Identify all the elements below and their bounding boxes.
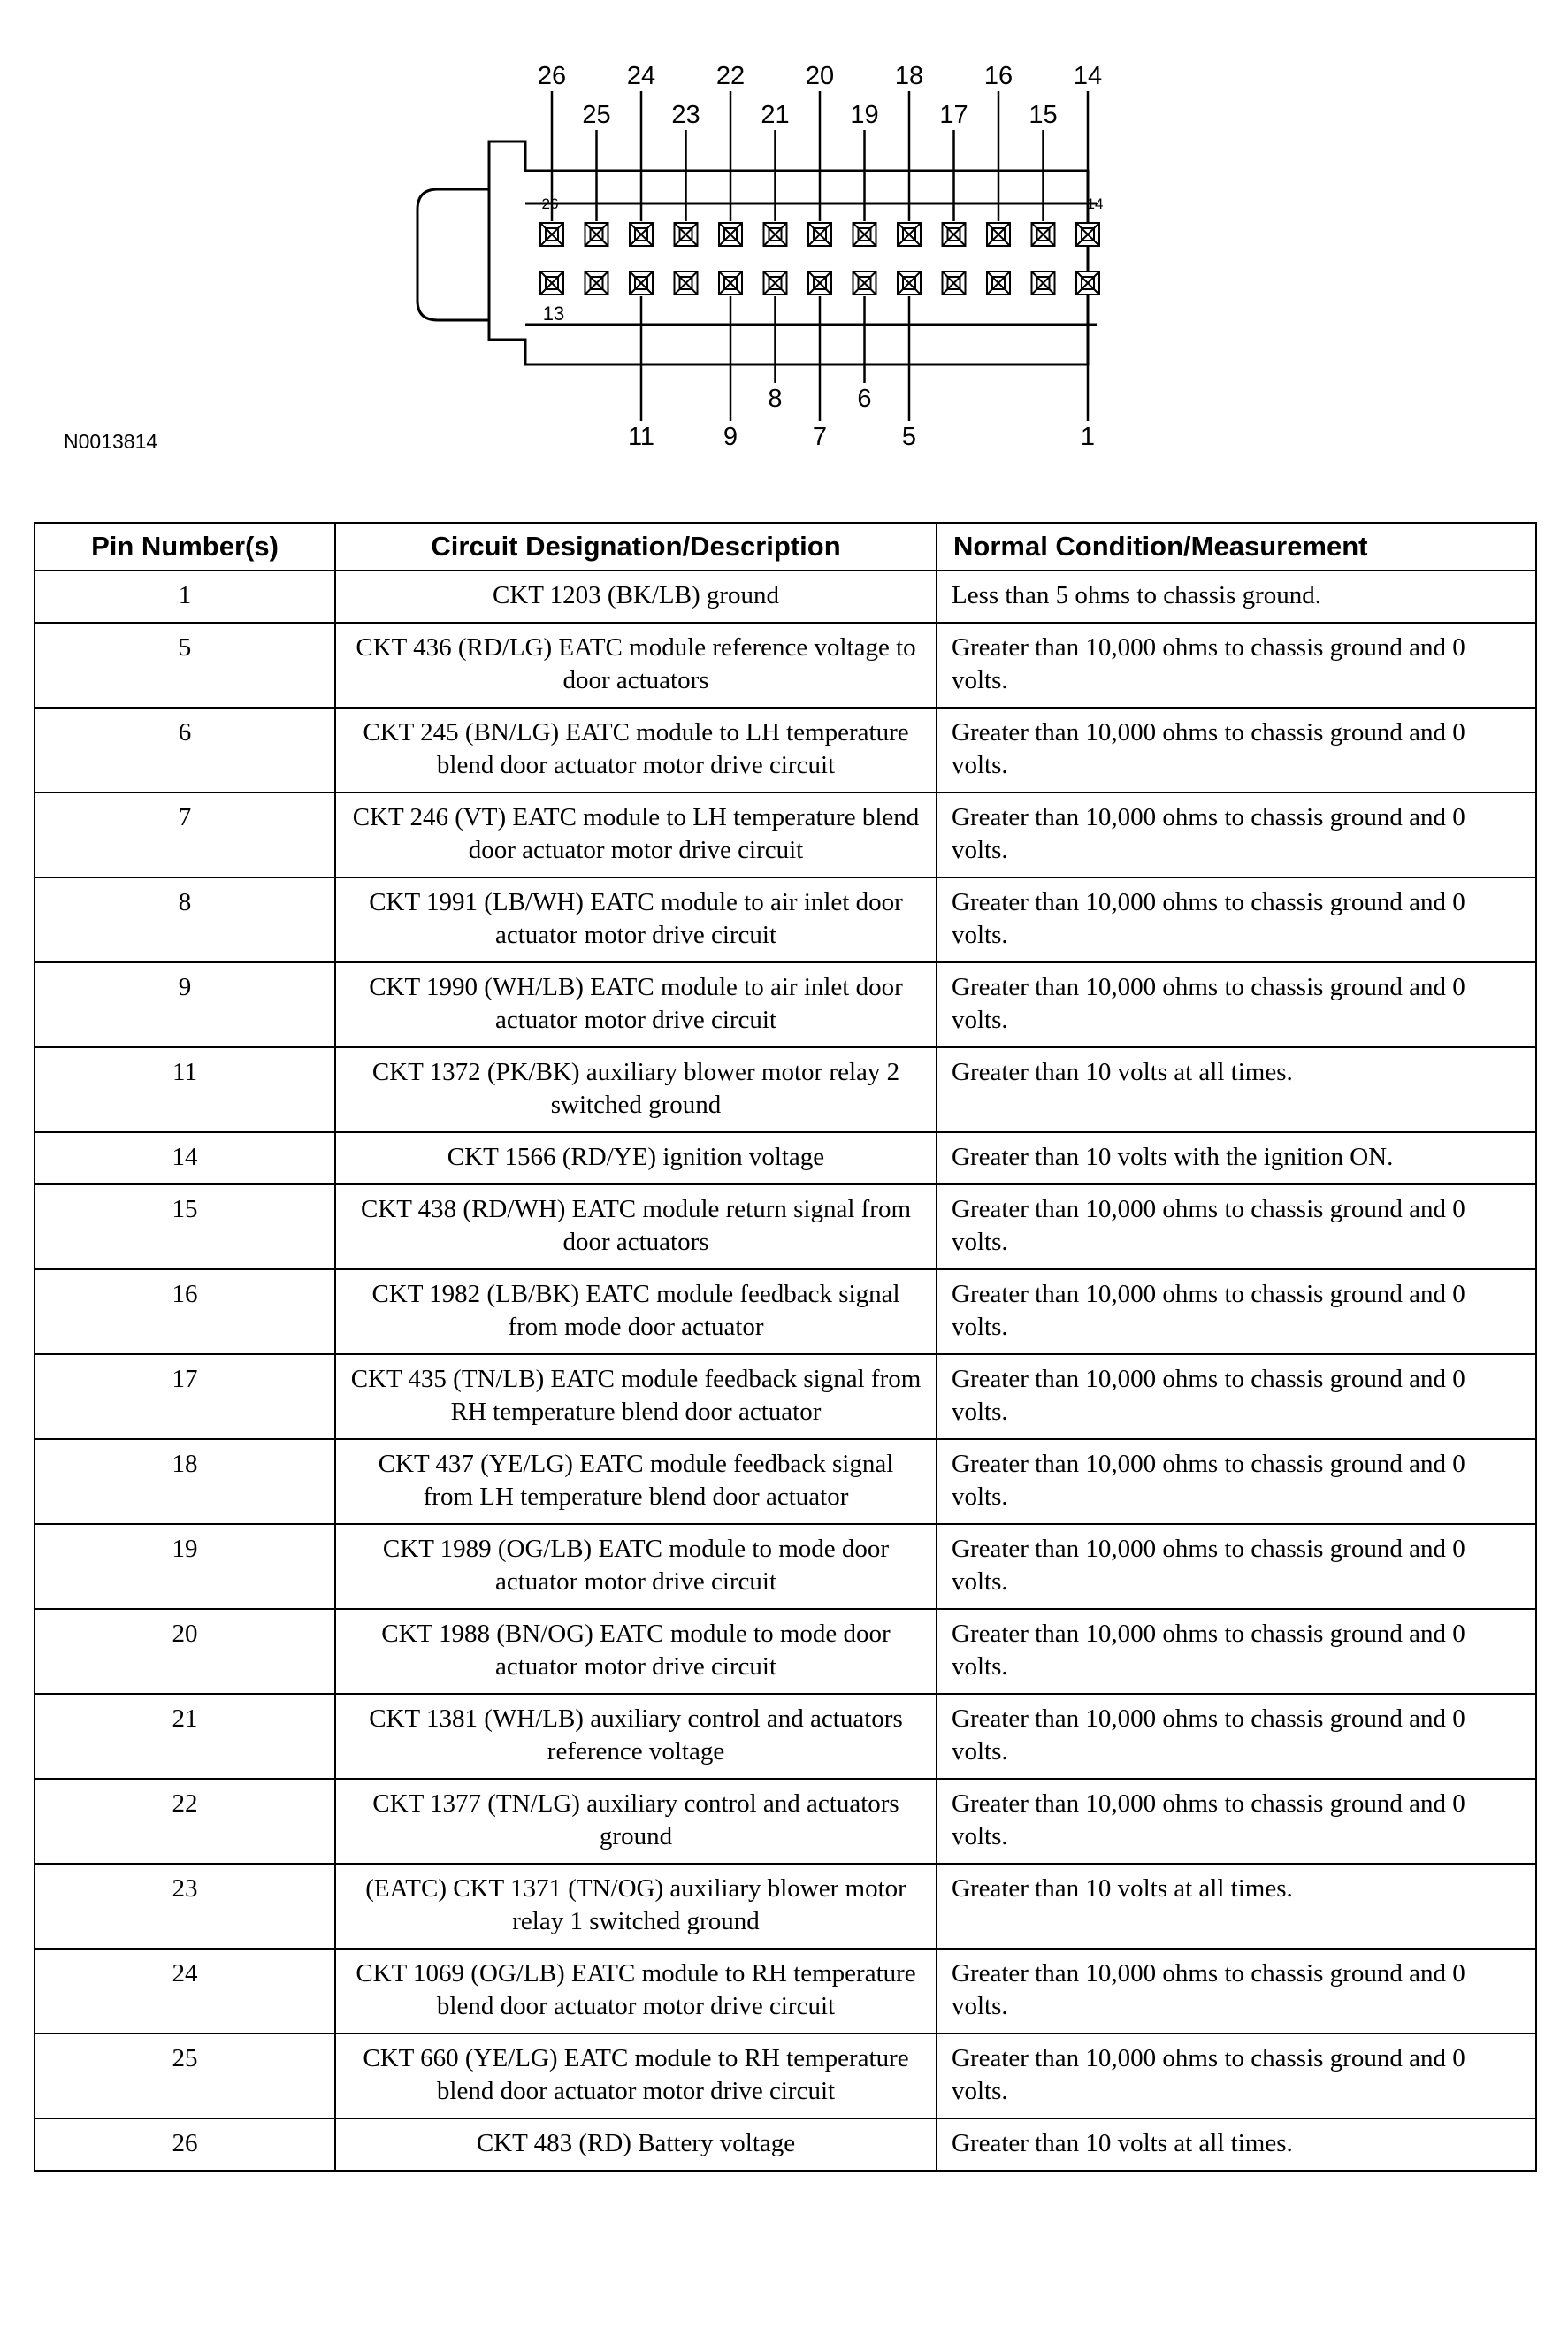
table-row bbox=[34, 1694, 1536, 1779]
cell-pin-number: 16 bbox=[34, 1269, 335, 1354]
cell-circuit-description: CKT 1566 (RD/YE) ignition voltage bbox=[335, 1132, 937, 1184]
pin-callout: 15 bbox=[1029, 101, 1058, 129]
cell-measurement: Greater than 10 volts at all times. bbox=[937, 2118, 1536, 2171]
cell-pin-number: 8 bbox=[34, 877, 335, 962]
cell-pin-number: 14 bbox=[34, 1132, 335, 1184]
header-description: Circuit Designation/Description bbox=[335, 523, 937, 571]
header-measurement: Normal Condition/Measurement bbox=[937, 523, 1536, 571]
cell-circuit-description: CKT 483 (RD) Battery voltage bbox=[335, 2118, 937, 2171]
pin-cavity bbox=[1076, 223, 1099, 246]
pin-field-outline bbox=[525, 203, 1097, 325]
pin-cavity bbox=[898, 223, 921, 246]
cell-measurement: Greater than 10,000 ohms to chassis ground and 0 volts. bbox=[937, 1184, 1536, 1269]
pin-callout: 20 bbox=[805, 62, 835, 90]
table-row bbox=[34, 1864, 1536, 1949]
connector-diagram bbox=[0, 0, 1568, 478]
cell-measurement: Greater than 10,000 ohms to chassis ground and 0 volts. bbox=[937, 877, 1536, 962]
pin-callout: 11 bbox=[627, 423, 655, 451]
table-row bbox=[34, 1132, 1536, 1184]
cell-measurement: Greater than 10,000 ohms to chassis ground and 0 volts. bbox=[937, 1354, 1536, 1439]
pin-cavity bbox=[943, 223, 966, 246]
pin-callout: 14 bbox=[1073, 62, 1103, 90]
cell-pin-number: 26 bbox=[34, 2118, 335, 2171]
pin-cavity bbox=[719, 272, 742, 295]
pin-cavity bbox=[808, 223, 831, 246]
cell-pin-number: 21 bbox=[34, 1694, 335, 1779]
cell-measurement: Greater than 10 volts with the ignition ON. bbox=[937, 1132, 1536, 1184]
pin-cavity bbox=[943, 272, 966, 295]
cell-pin-number: 18 bbox=[34, 1439, 335, 1524]
pin-cavity bbox=[719, 223, 742, 246]
cell-pin-number: 6 bbox=[34, 708, 335, 793]
table-row bbox=[34, 1779, 1536, 1864]
pin-callout: 7 bbox=[812, 423, 828, 451]
pin-cavity bbox=[853, 272, 876, 295]
cell-circuit-description: CKT 246 (VT) EATC module to LH temperature blend door actuator motor drive circuit bbox=[335, 793, 937, 877]
corner-label-bottom-left: 13 bbox=[542, 303, 565, 325]
table-row bbox=[34, 571, 1536, 623]
cell-pin-number: 23 bbox=[34, 1864, 335, 1949]
pin-cavity bbox=[1032, 272, 1055, 295]
pin-cavity bbox=[540, 223, 563, 246]
pin-cavity bbox=[987, 223, 1010, 246]
pin-callout: 22 bbox=[715, 62, 746, 90]
cell-pin-number: 19 bbox=[34, 1524, 335, 1609]
cell-circuit-description: (EATC) CKT 1371 (TN/OG) auxiliary blower motor relay 1 switched ground bbox=[335, 1864, 937, 1949]
corner-label-top-left: 26 bbox=[541, 195, 559, 212]
table-row bbox=[34, 1524, 1536, 1609]
cell-pin-number: 22 bbox=[34, 1779, 335, 1864]
table-row bbox=[34, 708, 1536, 793]
cell-pin-number: 20 bbox=[34, 1609, 335, 1694]
cell-circuit-description: CKT 437 (YE/LG) EATC module feedback signal from LH temperature blend door actuator bbox=[335, 1439, 937, 1524]
pin-callout: 17 bbox=[939, 101, 968, 129]
pin-cavity bbox=[808, 272, 831, 295]
cell-pin-number: 11 bbox=[34, 1047, 335, 1132]
header-pin: Pin Number(s) bbox=[34, 523, 335, 571]
table-row bbox=[34, 623, 1536, 708]
table-row bbox=[34, 877, 1536, 962]
pin-cavity bbox=[585, 272, 608, 295]
pin-cavity bbox=[630, 272, 653, 295]
cell-circuit-description: CKT 1377 (TN/LG) auxiliary control and actuators ground bbox=[335, 1779, 937, 1864]
cell-pin-number: 7 bbox=[34, 793, 335, 877]
cell-measurement: Greater than 10,000 ohms to chassis ground and 0 volts. bbox=[937, 1949, 1536, 2034]
cell-circuit-description: CKT 245 (BN/LG) EATC module to LH temperature blend door actuator motor drive circuit bbox=[335, 708, 937, 793]
pin-cavity bbox=[853, 223, 876, 246]
cell-circuit-description: CKT 1982 (LB/BK) EATC module feedback signal from mode door actuator bbox=[335, 1269, 937, 1354]
pin-table bbox=[34, 522, 1537, 2172]
cell-measurement: Greater than 10,000 ohms to chassis ground and 0 volts. bbox=[937, 623, 1536, 708]
cell-pin-number: 17 bbox=[34, 1354, 335, 1439]
pin-callout: 25 bbox=[582, 101, 611, 129]
table-row bbox=[34, 1047, 1536, 1132]
table-row bbox=[34, 1609, 1536, 1694]
cell-measurement: Greater than 10,000 ohms to chassis ground and 0 volts. bbox=[937, 1694, 1536, 1779]
table-row bbox=[34, 1354, 1536, 1439]
table-row bbox=[34, 2034, 1536, 2118]
pin-callout: 9 bbox=[723, 423, 738, 451]
pin-cavity bbox=[1032, 223, 1055, 246]
pin-callout: 1 bbox=[1080, 423, 1096, 451]
cell-circuit-description: CKT 438 (RD/WH) EATC module return signal from door actuators bbox=[335, 1184, 937, 1269]
table-row bbox=[34, 1949, 1536, 2034]
cell-circuit-description: CKT 1069 (OG/LB) EATC module to RH temperature blend door actuator motor drive circuit bbox=[335, 1949, 937, 2034]
table-row bbox=[34, 1184, 1536, 1269]
pin-callout: 5 bbox=[901, 423, 917, 451]
cell-measurement: Greater than 10,000 ohms to chassis ground and 0 volts. bbox=[937, 962, 1536, 1047]
table-header-row bbox=[34, 523, 1536, 571]
cell-measurement: Greater than 10,000 ohms to chassis ground and 0 volts. bbox=[937, 1524, 1536, 1609]
cell-circuit-description: CKT 1988 (BN/OG) EATC module to mode door actuator motor drive circuit bbox=[335, 1609, 937, 1694]
cell-measurement: Greater than 10,000 ohms to chassis ground and 0 volts. bbox=[937, 1779, 1536, 1864]
cell-circuit-description: CKT 660 (YE/LG) EATC module to RH temperature blend door actuator motor drive circuit bbox=[335, 2034, 937, 2118]
cell-measurement: Greater than 10,000 ohms to chassis ground and 0 volts. bbox=[937, 708, 1536, 793]
corner-label-top-right: 14 bbox=[1086, 195, 1104, 212]
cell-circuit-description: CKT 1203 (BK/LB) ground bbox=[335, 571, 937, 623]
pin-cavity bbox=[987, 272, 1010, 295]
table-row bbox=[34, 962, 1536, 1047]
pin-callout: 21 bbox=[761, 101, 790, 129]
cell-pin-number: 25 bbox=[34, 2034, 335, 2118]
cell-pin-number: 9 bbox=[34, 962, 335, 1047]
pin-cavity bbox=[585, 223, 608, 246]
table-row bbox=[34, 1269, 1536, 1354]
table-row bbox=[34, 793, 1536, 877]
pin-callout: 16 bbox=[983, 62, 1013, 90]
pin-callout: 24 bbox=[626, 62, 656, 90]
pin-cavity bbox=[675, 272, 698, 295]
cell-measurement: Greater than 10,000 ohms to chassis ground and 0 volts. bbox=[937, 2034, 1536, 2118]
pin-cavity bbox=[675, 223, 698, 246]
pin-callout: 19 bbox=[850, 101, 879, 129]
cell-pin-number: 1 bbox=[34, 571, 335, 623]
table-row bbox=[34, 1439, 1536, 1524]
cell-circuit-description: CKT 1990 (WH/LB) EATC module to air inlet door actuator motor drive circuit bbox=[335, 962, 937, 1047]
cell-pin-number: 15 bbox=[34, 1184, 335, 1269]
cell-circuit-description: CKT 1372 (PK/BK) auxiliary blower motor relay 2 switched ground bbox=[335, 1047, 937, 1132]
cell-measurement: Greater than 10 volts at all times. bbox=[937, 1864, 1536, 1949]
pin-cavity bbox=[630, 223, 653, 246]
pin-callout: 8 bbox=[768, 385, 783, 413]
cell-measurement: Greater than 10 volts at all times. bbox=[937, 1047, 1536, 1132]
cell-circuit-description: CKT 1989 (OG/LB) EATC module to mode door actuator motor drive circuit bbox=[335, 1524, 937, 1609]
connector-latch bbox=[417, 189, 489, 320]
pin-cavity bbox=[764, 223, 787, 246]
cell-pin-number: 5 bbox=[34, 623, 335, 708]
table-row bbox=[34, 2118, 1536, 2171]
pin-cavity bbox=[540, 272, 563, 295]
cell-circuit-description: CKT 1991 (LB/WH) EATC module to air inlet door actuator motor drive circuit bbox=[335, 877, 937, 962]
cell-measurement: Greater than 10,000 ohms to chassis ground and 0 volts. bbox=[937, 1269, 1536, 1354]
pin-cavity bbox=[764, 272, 787, 295]
pin-callout: 26 bbox=[537, 62, 567, 90]
cell-circuit-description: CKT 435 (TN/LB) EATC module feedback signal from RH temperature blend door actuator bbox=[335, 1354, 937, 1439]
pin-cavity bbox=[898, 272, 921, 295]
cell-circuit-description: CKT 436 (RD/LG) EATC module reference voltage to door actuators bbox=[335, 623, 937, 708]
cell-measurement: Greater than 10,000 ohms to chassis ground and 0 volts. bbox=[937, 793, 1536, 877]
pin-callout: 6 bbox=[857, 385, 872, 413]
cell-measurement: Greater than 10,000 ohms to chassis ground and 0 volts. bbox=[937, 1439, 1536, 1524]
cell-pin-number: 24 bbox=[34, 1949, 335, 2034]
pin-callout: 23 bbox=[671, 101, 700, 129]
pin-cavity bbox=[1076, 272, 1099, 295]
pin-callout: 18 bbox=[894, 62, 924, 90]
figure-id: N0013814 bbox=[64, 430, 158, 453]
cell-measurement: Greater than 10,000 ohms to chassis ground and 0 volts. bbox=[937, 1609, 1536, 1694]
cell-measurement: Less than 5 ohms to chassis ground. bbox=[937, 571, 1536, 623]
cell-circuit-description: CKT 1381 (WH/LB) auxiliary control and actuators reference voltage bbox=[335, 1694, 937, 1779]
